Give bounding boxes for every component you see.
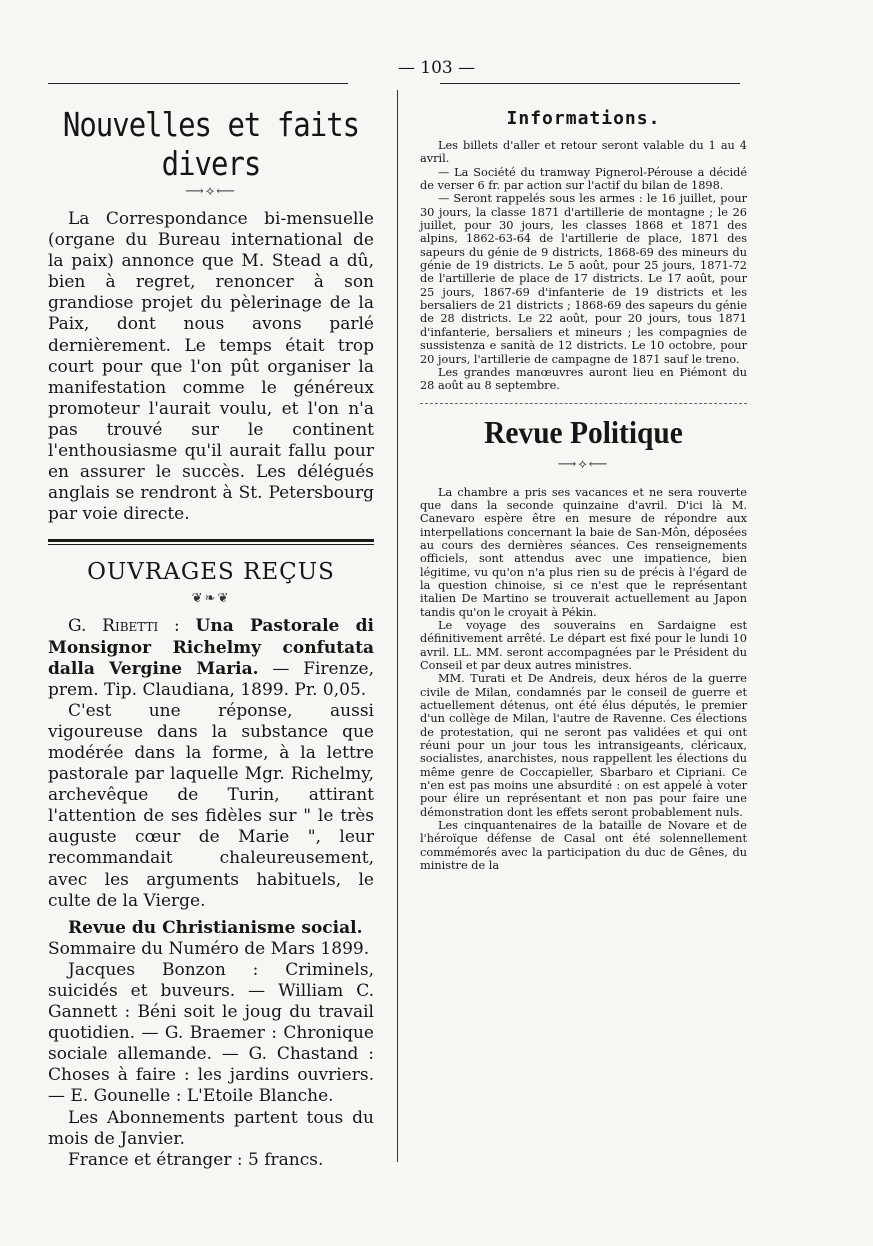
book2-title: Revue du Christianisme social.: [68, 917, 363, 938]
politique-paragraph-4: Les cinquantenaires de la bataille de Novare et de l'héroïque défense de Casal ont été solennellement commémorés avec la participation du duc de Gênes, du ministre de la: [420, 819, 747, 873]
book2-subtitle: Sommaire du Numéro de Mars 1899.: [48, 938, 370, 959]
header-rule-left: [48, 83, 348, 84]
nouvelles-paragraph: La Correspondance bi-mensuelle (organe du Bureau international de la paix) annonce que M. Stead a dû, bien à regret, renoncer à son grandiose projet du pèlerinage de la Paix, dont nous avons parlé dernièrement. Le temps était trop court pour que l'on pût organiser la manifestation comme le généreux promoteur l'aurait voulu, et l'on n'a pas trouvé sur le continent l'enthousiasme qu'il aurait fallu pour en assurer le succès. Les délégués anglais se rendront à St. Petersbourg par voie directe.: [48, 209, 374, 525]
left-column: [48, 100, 374, 1171]
page-number: — 103 —: [397, 58, 476, 78]
book1-author: G. Ribetti :: [68, 616, 180, 637]
book1-entry: [48, 616, 374, 700]
subscription-note: Les Abonnements partent tous du mois de Janvier.: [48, 1107, 374, 1149]
info-paragraph-4: Les grandes manœuvres auront lieu en Piémont du 28 août au 8 septembre.: [420, 365, 747, 393]
revue-politique-ornament: ⟶⟡⟵: [557, 456, 610, 472]
price-note: France et étranger : 5 francs.: [68, 1149, 324, 1170]
informations-heading: Informations.: [506, 108, 661, 129]
revue-politique-heading: Revue Politique: [484, 413, 683, 450]
politique-paragraph-2: Le voyage des souverains en Sardaigne est définitivement arrêté. Le départ est fixé pour le lundi 10 avril. LL. MM. seront accompagnées par le Président du Conseil et par deux autres ministres.: [420, 618, 747, 672]
info-paragraph-3: — Seront rappelés sous les armes : le 16 juillet, pour 30 jours, la classe 1871 d'artillerie de montagne ; le 26 juillet, pour 30 jours, les classes 1868 et 1871 des alpins, 1862-63-64 de l'artillerie de place, 1871 des sapeurs du génie de 9 districts, 1868-69 des mineurs du génie de 19 districts. Le 5 août, pour 25 jours, 1871-72 de l'artillerie de place de 17 districts. Le 17 août, pour 25 jours, 1867-69 d'infanterie de 19 districts et les bersaliers de 21 districts ; 1868-69 des sapeurs du génie de 28 districts. Le 22 août, pour 20 jours, tous 1871 d'infanterie, bersaliers et mineurs ; les compagnies de sussistenza e sanità de 12 districts. Le 10 octobre, pour 20 jours, l'artillerie de campagne de 1871 sauf le treno.: [420, 192, 747, 366]
section-dashed-rule: [420, 403, 747, 404]
politique-paragraph-1: La chambre a pris ses vacances et ne sera rouverte que dans la seconde quinzaine d'avril. D'ici là M. Canevaro espère être en mesure de répondre aux interpellations concernant la baie de San-Môn, déposées au cours des dernières séances. Ces renseignements officiels, sont attendus avec une impatience, bien légitime, vu qu'on n'a plus rien su de précis à l'égard de la question chinoise, si ce n'est que le représentant italien De Martino se trouverait actuellement au Japon tandis qu'on le croyait à Pékin.: [420, 485, 747, 619]
politique-paragraph-3: MM. Turati et De Andreis, deux héros de la guerre civile de Milan, condamnés par le conseil de guerre et actuellement détenus, ont été élus députés, le premier d'un collège de Milan, l'autre de Ravenne. Ces élections de protestation, qui ne seront pas validées et qui ont réuni pour un jour tous les intransigeants, cléricaux, socialistes, anarchistes, nous rappellent les élections du même genre de Coccapieller, Sbarbaro et Cipriani. Ce n'en est pas moins une absurdité : on est appelé à voter pour élire un représentant et non pas pour faire une démonstration dont les effets seront probablement nuls.: [420, 672, 747, 819]
info-paragraph-2: — La Société du tramway Pignerol-Pérouse a décidé de verser 6 fr. par action sur l'actif du bilan de 1898.: [420, 165, 747, 193]
book1-title: Una Pastorale di Monsignor Richelmy confutata dalla Vergine Maria.: [48, 616, 375, 679]
book2-contents: Jacques Bonzon : Criminels, suicidés et buveurs. — William C. Gannett : Béni soit le joug du travail quotidien. — G. Braemer : Chronique sociale allemande. — G. Chastand : Choses à faire : les jardins ouvriers. — E. Gounelle : L'Etoile Blanche.: [48, 959, 374, 1107]
nouvelles-heading: Nouvelles et faits divers: [62, 104, 360, 184]
ouvrages-heading: OUVRAGES REÇUS: [87, 559, 335, 586]
ouvrages-ornament: ❦❧❦: [191, 591, 231, 607]
right-column: [420, 100, 747, 873]
info-paragraph-1: Les billets d'aller et retour seront valable du 1 au 4 avril.: [420, 139, 747, 166]
header-rule-right: [440, 83, 740, 84]
nouvelles-ornament: ⟶⟡⟵: [185, 184, 237, 199]
section-double-rule: [48, 539, 374, 545]
column-divider: [397, 90, 398, 1162]
book1-review: C'est une réponse, aussi vigoureuse dans la substance que modérée dans la forme, à la lettre pastorale par laquelle Mgr. Richelmy, archevêque de Turin, attirant l'attention de ses fidèles sur " le très auguste cœur de Marie ", leur recommandait chaleureusement, avec les arguments habituels, le culte de la Vierge.: [48, 700, 374, 911]
book1-publication: — Firenze, prem. Tip. Claudiana, 1899. Pr. 0,05.: [48, 658, 374, 700]
